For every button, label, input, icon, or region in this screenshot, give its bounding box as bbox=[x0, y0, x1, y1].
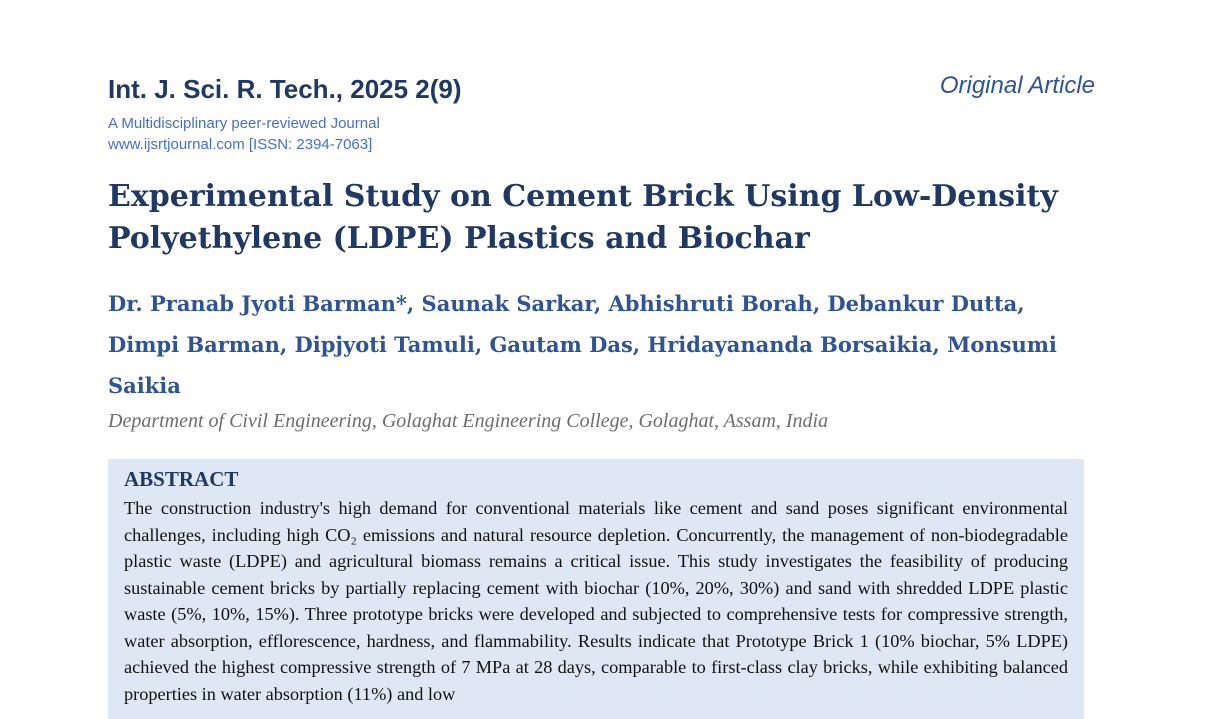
article-type: Original Article bbox=[939, 72, 1095, 99]
abstract-text: The construction industry's high demand for conventional materials like cement and sand poses significant environmental challenges, including high CO₂ emissions and natural resource depletion. Concurrently, the management of non-biodegradable plastic waste (LDPE) and agricultural biomass remains a critical issue. This study investigates the feasibility of producing sustainable cement bricks by partially replacing cement with biochar (10%, 20%, 30%) and sand with shredded LDPE plastic waste (5%, 10%, 15%). Three prototype bricks were developed and subjected to comprehensive tests for compressive strength, water absorption, efflorescence, hardness, and flammability. Results indicate that Prototype Brick 1 (10% biochar, 5% LDPE) achieved the highest compressive strength of 7 MPa at 28 days, comparable to first-class clay bricks, while exhibiting balanced properties in water absorption (11%) and low bbox=[124, 498, 1068, 704]
affiliation: Department of Civil Engineering, Golaghat Engineering College, Golaghat, Assam, India bbox=[108, 410, 829, 432]
journal-citation: Int. J. Sci. R. Tech., 2025 2(9) bbox=[108, 74, 462, 104]
abstract-section bbox=[108, 459, 1084, 719]
paper-title: Experimental Study on Cement Brick Using Low-Density Polyethylene (LDPE) Plastics and Biochar bbox=[108, 179, 1058, 256]
author-list: Dr. Pranab Jyoti Barman*, Saunak Sarkar, Abhishruti Borah, Debankur Dutta, Dimpi Barman, Dipjyoti Tamuli, Gautam Das, Hridayananda Borsaikia, Monsumi Saikia bbox=[108, 291, 1057, 398]
abstract-heading: ABSTRACT bbox=[124, 467, 239, 491]
journal-info bbox=[108, 113, 380, 155]
journal-website[interactable]: www.ijsrtjournal.com [ISSN: 2394-7063] bbox=[108, 136, 373, 153]
journal-tagline: A Multidisciplinary peer-reviewed Journal bbox=[108, 115, 380, 132]
